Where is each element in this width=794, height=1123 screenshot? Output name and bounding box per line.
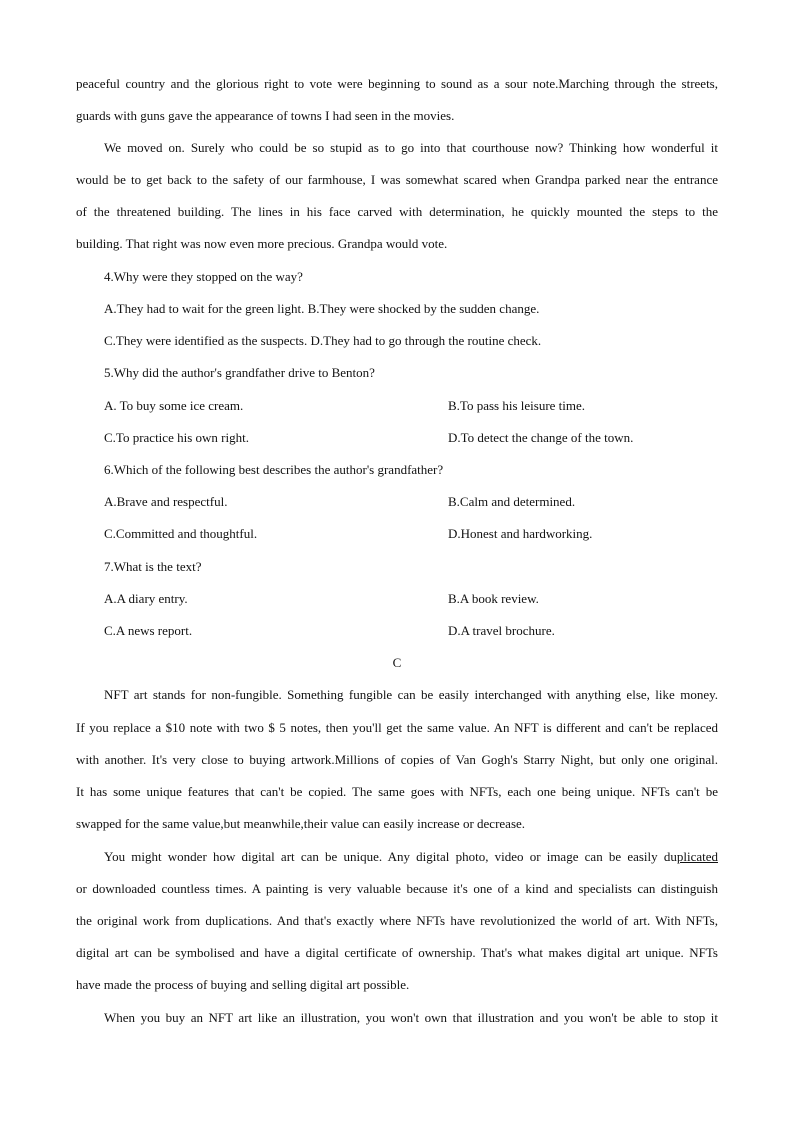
question-options-row: A.They had to wait for the green light. B.They were shocked by the sudden change.: [104, 301, 540, 316]
passage-line: would be to get back to the safety of our farmhouse, I was somewhat scared when Grandpa parked near the entrance: [76, 172, 718, 187]
option-a: A. To buy some ice cream.: [104, 398, 244, 413]
option-c: C.A news report.: [104, 623, 193, 638]
section-heading: C: [392, 655, 402, 670]
passage-line: with another. It's very close to buying artwork.Millions of copies of Van Gogh's Starry Night, but only one original.: [76, 752, 718, 767]
question-stem: 6.Which of the following best describes the author's grandfather?: [104, 462, 444, 477]
option-a: A.A diary entry.: [104, 591, 188, 606]
question-stem: 4.Why were they stopped on the way?: [104, 269, 303, 284]
underlined-word: plicated: [676, 849, 718, 864]
passage-line: NFT art stands for non-fungible. Something fungible can be easily interchanged with anything else, like money.: [104, 687, 718, 702]
passage-line: the original work from duplications. And that's exactly where NFTs have revolutionized the world of art. With NFTs,: [76, 913, 718, 928]
question-stem: 5.Why did the author's grandfather drive to Benton?: [104, 365, 375, 380]
passage-line: building. That right was now even more precious. Grandpa would vote.: [76, 236, 448, 251]
question-stem: 7.What is the text?: [104, 559, 202, 574]
passage-line: We moved on. Surely who could be so stupid as to go into that courthouse now? Thinking how wonderful it: [104, 140, 718, 155]
passage-line: [104, 849, 718, 865]
option-b: B.To pass his leisure time.: [448, 398, 586, 413]
passage-line: peaceful country and the glorious right to vote were beginning to sound as a sour note.Marching through the streets,: [76, 76, 718, 91]
passage-line: of the threatened building. The lines in his face carved with determination, he quickly mounted the steps to the: [76, 204, 718, 219]
option-a: A.Brave and respectful.: [104, 494, 228, 509]
question-options-row: C.They were identified as the suspects. D.They had to go through the routine check.: [104, 333, 542, 348]
option-b: B.Calm and determined.: [448, 494, 576, 509]
option-c: C.To practice his own right.: [104, 430, 249, 445]
option-d: D.To detect the change of the town.: [448, 430, 634, 445]
passage-line: It has some unique features that can't be copied. The same goes with NFTs, each one being unique. NFTs can't be: [76, 784, 718, 799]
option-d: D.Honest and hardworking.: [448, 526, 593, 541]
passage-line: If you replace a $10 note with two $ 5 notes, then you'll get the same value. An NFT is different and can't be replaced: [76, 720, 718, 735]
passage-text: You might wonder how digital art can be unique. Any digital photo, video or image can be easily du: [104, 849, 677, 864]
passage-line: guards with guns gave the appearance of towns I had seen in the movies.: [76, 108, 455, 123]
passage-line: digital art can be symbolised and have a digital certificate of ownership. That's what makes digital art unique. NFTs: [76, 945, 718, 960]
passage-line: swapped for the same value,but meanwhile,their value can easily increase or decrease.: [76, 816, 526, 831]
passage-line: or downloaded countless times. A painting is very valuable because it's one of a kind and specialists can distinguish: [76, 881, 718, 896]
passage-line: have made the process of buying and selling digital art possible.: [76, 977, 410, 992]
option-c: C.Committed and thoughtful.: [104, 526, 258, 541]
option-d: D.A travel brochure.: [448, 623, 555, 638]
option-b: B.A book review.: [448, 591, 539, 606]
passage-line: When you buy an NFT art like an illustration, you won't own that illustration and you won't be able to stop it: [104, 1010, 718, 1025]
